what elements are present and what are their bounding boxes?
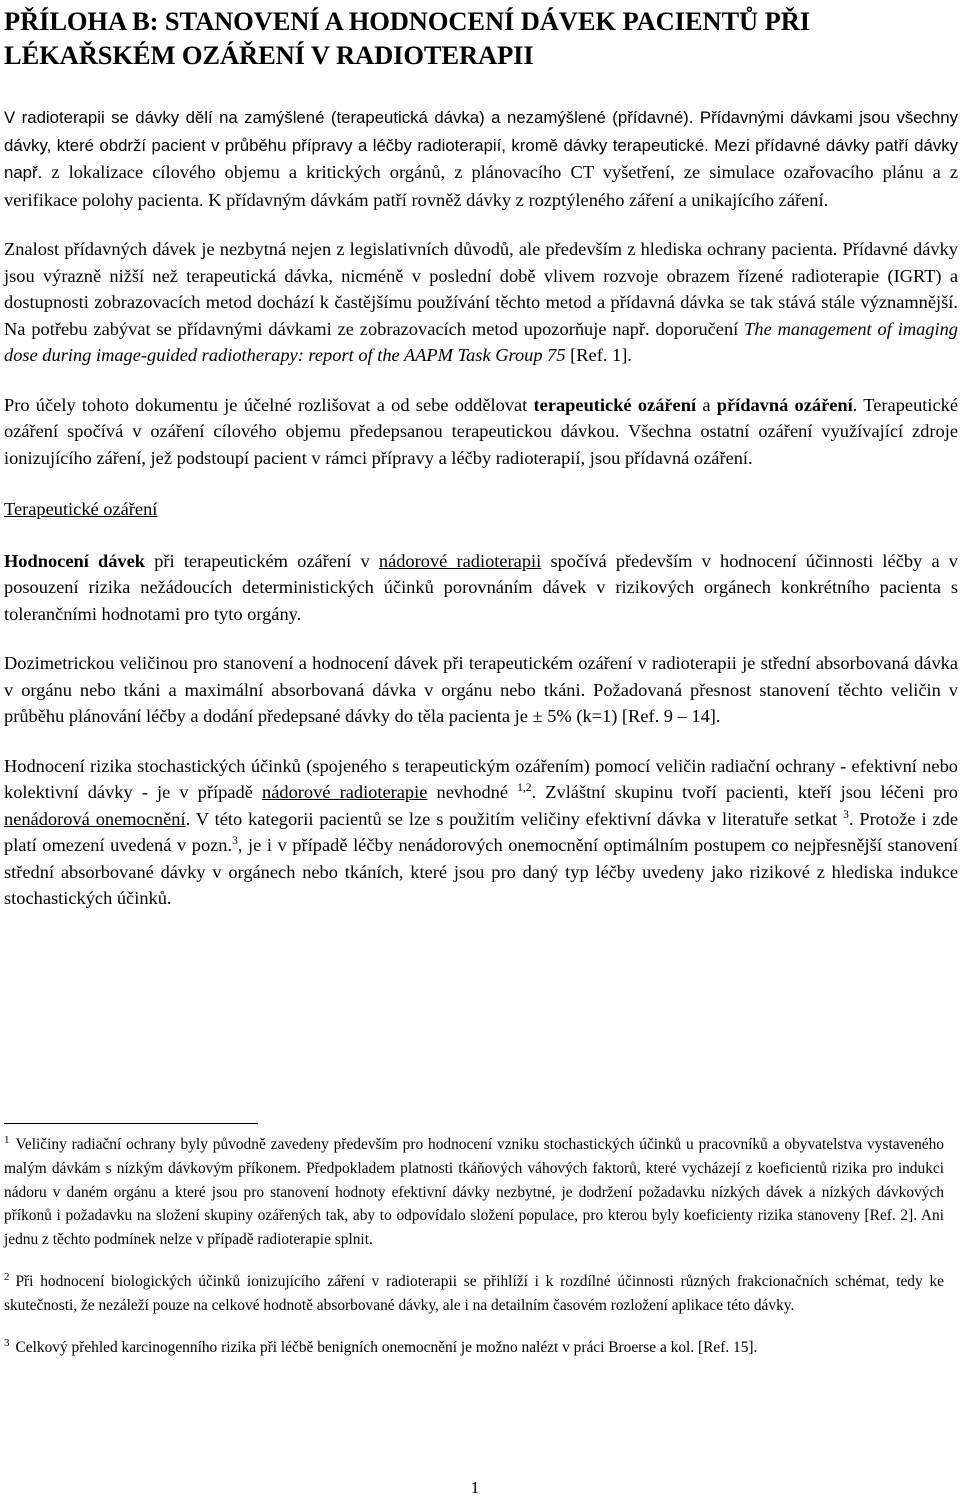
footnote-1 bbox=[4, 1133, 944, 1252]
stochastic-risk-paragraph bbox=[4, 753, 958, 912]
footnote-mark-1: 1 bbox=[4, 1134, 10, 1146]
purpose-text-b: . Terapeutické ozáření spočívá v ozáření cílového objemu předepsanou terapeutickou dávkou. Všechna ostatní ozáření využívající zdroje ionizujícího záření, jež podstoupí pacient v rámci přípravy a léčby radioterapií, jsou přídavná ozáření. bbox=[4, 394, 958, 468]
footnote-mark-3: 3 bbox=[4, 1336, 10, 1349]
term-tumor-radiotherapy: nádorové radioterapii bbox=[378, 550, 542, 571]
risk-text-d: . V této kategorii pacientů se lze s použitím veličiny efektivní dávka v literatuře setkat bbox=[185, 808, 844, 829]
intro-text-b: z lokalizace cílového objemu a kritických orgánů, z plánovacího CT vyšetření, ze simulace ozařovacího plánu a z verifikace polohy pacienta. K přídavným dávkám patří rovněž dávky z rozptýleného záření a unikajícího záření. bbox=[4, 162, 958, 210]
intro-paragraph bbox=[4, 104, 958, 213]
dose-evaluation-paragraph bbox=[4, 548, 958, 628]
title-line-2: LÉKAŘSKÉM OZÁŘENÍ V RADIOTERAPII bbox=[4, 40, 534, 70]
purpose-text-mid: a bbox=[696, 394, 717, 415]
dosimetric-paragraph bbox=[4, 650, 958, 730]
purpose-text-a: Pro účely tohoto dokumentu je účelné rozlišovat a od sebe oddělovat bbox=[4, 394, 534, 415]
knowledge-text-a: Znalost přídavných dávek je nezbytná nejen z legislativních důvodů, ale především z hlediska ochrany pacienta. Přídavné dávky jsou výrazně nižší než terapeutická dávka, nicméně v poslední době vlivem rozvoje obrazem řízené radioterapie (IGRT) a dostupnosti zobrazovacích metod dochází k častějšímu používání těchto metod a přídavná dávka se tak stává stále významnější. Na potřebu zabývat se přídavnými dávkami ze zobrazovacích metod upozorňuje např. doporučení bbox=[4, 239, 958, 339]
term-tumor-radiotherapy-2: nádorové radioterapie bbox=[262, 782, 428, 802]
intro-text-a: V radioterapii se dávky dělí na zamýšlené (terapeutická dávka) a nezamýšlené (přídavné). Přídavnými dávkami jsou všechny dávky, které obdrží pacient v průběhu přípravy a léčby radioterapií, kromě dávky terapeutické. Mezi přídavné dávky patří dávky např. bbox=[4, 108, 958, 182]
footnote-ref-3b: 3 bbox=[232, 835, 238, 847]
page-title bbox=[4, 4, 958, 72]
title-line-1: PŘÍLOHA B: STANOVENÍ A HODNOCENÍ DÁVEK PACIENTŮ PŘI bbox=[4, 6, 810, 36]
section-heading-text: Terapeutické ozáření bbox=[4, 499, 158, 519]
footnote-separator bbox=[4, 1123, 258, 1124]
document-page bbox=[4, 4, 958, 912]
aapm-reference-title: The management of imaging dose during image-guided radiotherapy: report of the AAPM Task Group 75 bbox=[4, 318, 958, 365]
footnote-ref-3: 3 bbox=[843, 808, 849, 821]
footnote-3 bbox=[4, 1336, 944, 1360]
footnote-text-1: Veličiny radiační ochrany byly původně zavedeny především pro hodnocení vzniku stochastických účinků u pracovníků a obyvatelstva vystaveného malým dávkám s nízkým dávkovým příkonem. Předpokladem platnosti tkáňových váhových faktorů, které vycházejí z koeficientů rizika pro indukci nádoru v daném orgánu a které jsou pro stanovení hodnoty efektivní dávky nezbytné, je dodržení požadavku nízkých dávek a nízkých dávkových příkonů i požadavku na složení skupiny ozářených tak, aby to odpovídalo složení populace, pro kterou byly koeficienty rizika stanoveny [Ref. 2]. Ani jednu z těchto podmínek nelze v případě radioterapie splnit. bbox=[4, 1136, 944, 1249]
risk-text-b: nevhodné bbox=[427, 782, 518, 802]
footnote-mark-2: 2 bbox=[4, 1270, 10, 1283]
term-dose-evaluation: Hodnocení dávek bbox=[4, 550, 146, 571]
risk-text-c: . Zvláštní skupinu tvoří pacienti, kteří jsou léčeni pro bbox=[531, 782, 958, 802]
footnote-2 bbox=[4, 1270, 944, 1318]
footnote-ref-1-2: 1,2 bbox=[517, 782, 532, 794]
term-therapeutic-exposure: terapeutické ozáření bbox=[533, 394, 697, 415]
term-non-tumor-diseases: nenádorová onemocnění bbox=[4, 808, 186, 829]
knowledge-paragraph bbox=[4, 236, 958, 369]
footnote-text-2: Při hodnocení biologických účinků ionizujícího záření v radioterapii se přihlíží i k rozdílné účinnosti různých frakcionačních schémat, tedy ke skutečnosti, že nezáleží pouze na celkové hodnotě absorbované dávky, ale i na detailním časovém rozložení aplikace této dávky. bbox=[4, 1272, 944, 1314]
footnotes bbox=[4, 1133, 944, 1359]
term-additional-exposure: přídavná ozáření bbox=[716, 394, 853, 415]
dose-evaluation-text-a: při terapeutickém ozáření v bbox=[145, 550, 379, 571]
risk-text-e: . Protože i zde platí omezení uvedená v pozn. bbox=[4, 808, 959, 855]
footnote-text-3: Celkový přehled karcinogenního rizika při léčbě benigních onemocnění je možno nalézt v práci Broerse a kol. [Ref. 15]. bbox=[15, 1338, 758, 1356]
page-number: 1 bbox=[470, 1478, 480, 1497]
purpose-paragraph bbox=[4, 392, 958, 472]
risk-text-f: , je i v případě léčby nenádorových onemocnění optimálním postupem co nejpřesnější stanovení střední absorbované dávky v orgánech nebo tkáních, které jsou pro daný typ léčby uvedeny jako rizikové z hlediska indukce stochastických účinků. bbox=[4, 835, 958, 908]
section-heading bbox=[4, 496, 958, 523]
knowledge-text-b: [Ref. 1]. bbox=[565, 345, 632, 365]
dose-evaluation-text-b: spočívá především v hodnocení účinnosti léčby a v posouzení rizika nežádoucích deterministických účinků porovnáním dávek v rizikových orgánech konkrétního pacienta s tolerančními hodnotami pro tyto orgány. bbox=[4, 550, 958, 624]
dosimetric-text: Dozimetrickou veličinou pro stanovení a hodnocení dávek při terapeutickém ozáření v radioterapii je střední absorbovaná dávka v orgánu nebo tkáni a maximální absorbovaná dávka v orgánu nebo tkáni. Požadovaná přesnost stanovení těchto veličin v průběhu plánování léčby a dodání předepsané dávky do těla pacienta je ± 5% (k=1) [Ref. 9 – 14]. bbox=[4, 653, 958, 726]
risk-text-a: Hodnocení rizika stochastických účinků (spojeného s terapeutickým ozářením) pomocí veličin radiační ochrany - efektivní nebo kolektivní dávky - je v případě bbox=[4, 755, 958, 802]
